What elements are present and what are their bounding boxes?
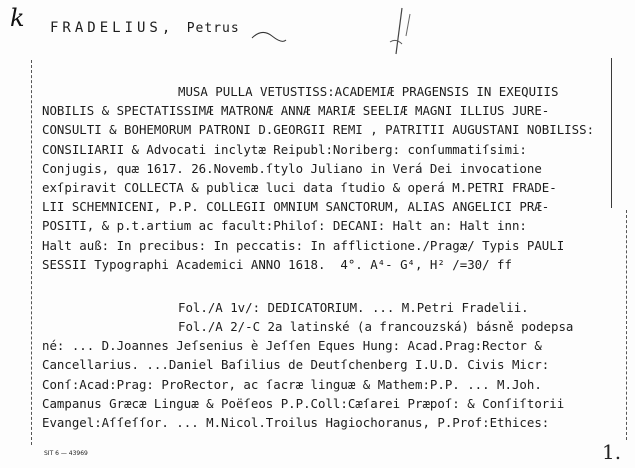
text-line: Campanus Græcæ Linguæ & Poëſeos P.P.Coll:Cæſarei Præpoſ: & Conſiſtorii — [42, 395, 565, 411]
text-line: né: ... D.Joannes Jeſsenius è Jeſſen Eques Hung: Acad.Prag:Rector & — [42, 338, 542, 354]
card-body — [42, 82, 627, 432]
text-line: Cancellarius. ...Daniel Baſilius de Deutſchenberg I.U.D. Civis Micr: — [42, 357, 550, 373]
name-separator: , — [161, 20, 175, 36]
text-line: SESSII Typographi Academici ANNO 1618. 4°. A⁴- G⁴, H² /=30/ ff — [42, 256, 512, 272]
text-line: Fol./A 1v/: DEDICATORIUM. ... M.Petri Fradelii. — [178, 299, 529, 315]
text-line: CONSILIARII & Advocati inclytæ Reipubl:Noriberg: conſummatiſsimi: — [42, 141, 527, 157]
card-header — [50, 20, 240, 36]
text-line: NOBILIS & SPECTATISSIMÆ MATRONÆ ANNÆ MARIÆ SEELIÆ MAGNI ILLIUS JURE- — [42, 103, 550, 119]
text-line: Conſ:Acad:Prag: ProRector, ac ſacræ linguæ & Mathem:P.P. ... M.Joh. — [42, 376, 542, 392]
text-line: Conjugis, quæ 1617. 26.Novemb.ſtylo Juliano in Verá Dei invocatione — [42, 160, 542, 176]
text-line: exſpiravit COLLECTA & publicæ luci data ſtudio & operá M.PETRI FRADE- — [42, 179, 557, 195]
text-line: Fol./A 2/-C 2a latinské (a francouzská) básně podepsa — [178, 319, 574, 335]
card-serial-code: SIT 6 — 43969 — [44, 450, 88, 457]
text-line: CONSULTI & BOHEMORUM PATRONI D.GEORGII REMI , PATRITII AUGUSTANI NOBILISS: — [42, 122, 595, 138]
pen-scribble-header — [250, 20, 290, 50]
pen-scribble-top — [380, 6, 420, 56]
author-given-name: Petrus — [186, 21, 240, 36]
text-line: MUSA PULLA VETUSTISS:ACADEMIÆ PRAGENSIS IN EXEQUIIS — [178, 84, 559, 99]
text-line: Halt auß: In precibus: In peccatis: In afflictione./Pragæ/ Typis PAULI — [42, 237, 565, 253]
paragraph-gap — [42, 274, 627, 298]
author-surname: FRADELIUS — [50, 20, 162, 36]
text-line: POSITI, & p.t.artium ac facult:Philoſ: DECANI: Halt an: Halt inn: — [42, 218, 527, 234]
left-margin-rule — [31, 60, 32, 445]
text-line: LII SCHEMNICENI, P.P. COLLEGII OMNIUM SANCTORUM, ALIAS ANGELICI PRÆ- — [42, 199, 550, 215]
handwritten-mark: k — [10, 4, 25, 32]
text-line: Evangel:Aſſeſſor. ... M.Nicol.Troilus Hagiochoranus, P.Prof:Ethices: — [42, 415, 550, 430]
card-page-mark: 1. — [602, 440, 622, 464]
